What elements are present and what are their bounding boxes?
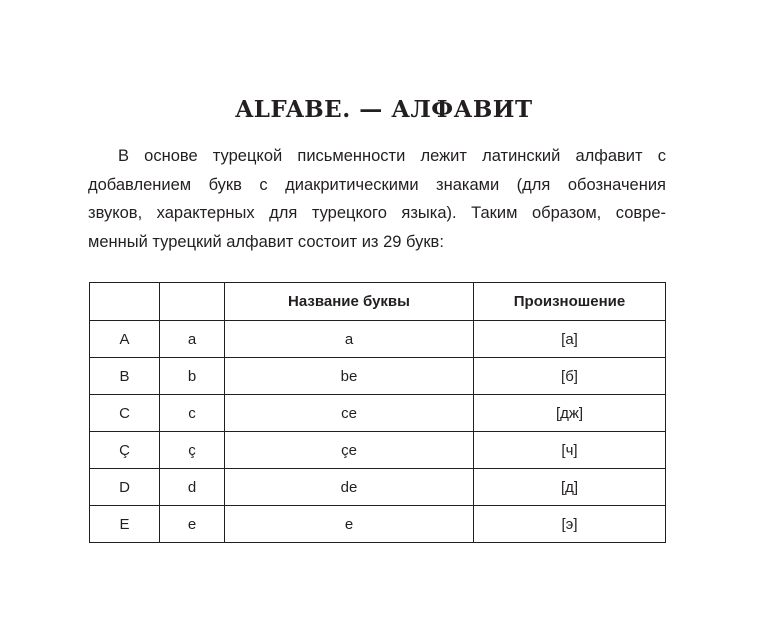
paragraph-line: В основе турецкой письменности лежит латинский алфавит с	[118, 147, 666, 165]
letter-name-cell: e	[225, 506, 474, 543]
table-row	[90, 469, 666, 506]
alphabet-table	[89, 282, 666, 543]
pronunciation-cell: [ч]	[474, 432, 666, 469]
lowercase-cell: ç	[160, 432, 225, 469]
page-title: ALFABE. — АЛФАВИТ	[235, 96, 533, 123]
table-row	[90, 432, 666, 469]
letter-name-cell: ce	[225, 395, 474, 432]
pronunciation-cell: [дж]	[474, 395, 666, 432]
lowercase-cell: e	[160, 506, 225, 543]
table-row	[90, 506, 666, 543]
paragraph-line: менный турецкий алфавит состоит из 29 букв:	[88, 232, 444, 251]
uppercase-cell: B	[90, 358, 160, 395]
letter-name-cell: be	[225, 358, 474, 395]
lowercase-cell: a	[160, 321, 225, 358]
uppercase-cell: D	[90, 469, 160, 506]
header-pronunciation: Произношение	[474, 283, 666, 321]
pronunciation-cell: [д]	[474, 469, 666, 506]
header-letter-name: Название буквы	[225, 283, 474, 321]
table-row	[90, 395, 666, 432]
pronunciation-cell: [б]	[474, 358, 666, 395]
paragraph-line: добавлением букв с диакритическими знаками (для обозначения	[88, 175, 666, 194]
header-lowercase	[160, 283, 225, 321]
intro-paragraph	[88, 142, 666, 256]
uppercase-cell: Ç	[90, 432, 160, 469]
letter-name-cell: a	[225, 321, 474, 358]
pronunciation-cell: [а]	[474, 321, 666, 358]
pronunciation-cell: [э]	[474, 506, 666, 543]
header-uppercase	[90, 283, 160, 321]
uppercase-cell: C	[90, 395, 160, 432]
lowercase-cell: b	[160, 358, 225, 395]
table-row	[90, 358, 666, 395]
table-row	[90, 321, 666, 358]
letter-name-cell: çe	[225, 432, 474, 469]
table-header-row	[90, 283, 666, 321]
uppercase-cell: A	[90, 321, 160, 358]
paragraph-line: звуков, характерных для турецкого языка). Таким образом, совре-	[88, 204, 666, 222]
lowercase-cell: d	[160, 469, 225, 506]
uppercase-cell: E	[90, 506, 160, 543]
lowercase-cell: c	[160, 395, 225, 432]
letter-name-cell: de	[225, 469, 474, 506]
